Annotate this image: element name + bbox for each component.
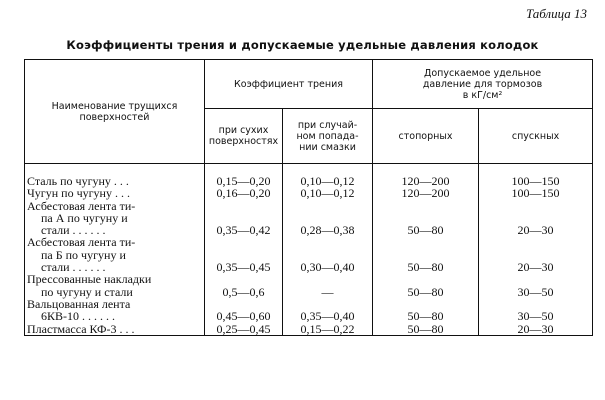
cell-pressure-stop: 50—80 bbox=[373, 273, 479, 298]
cell-friction-dry: 0,35—0,45 bbox=[205, 236, 283, 273]
cell-friction-dry: 0,25—0,45 bbox=[205, 323, 283, 336]
header-pressure bbox=[373, 60, 593, 109]
table-title: Коэффициенты трения и допускаемые удельные давления колодок bbox=[66, 38, 539, 52]
row-name-line: Прессованные накладки bbox=[27, 272, 152, 287]
header-pressure-line: Допускаемое удельное bbox=[423, 67, 542, 79]
table-row bbox=[25, 187, 593, 199]
row-name bbox=[25, 273, 205, 298]
cell-pressure-stop: 120—200 bbox=[373, 164, 479, 188]
row-name-line: 6КВ-10 . . . . . . bbox=[41, 309, 116, 324]
header-pressure-line: давление для тормозов bbox=[422, 78, 543, 90]
cell-pressure-lower: 20—30 bbox=[479, 236, 593, 273]
header-pressure-lower: спускных bbox=[479, 109, 593, 164]
header-friction-lubricated bbox=[283, 109, 373, 164]
row-name bbox=[25, 323, 205, 336]
header-pressure-stop: стопорных bbox=[373, 109, 479, 164]
cell-friction-lubricated: 0,35—0,40 bbox=[283, 298, 373, 323]
cell-friction-lubricated: 0,10—0,12 bbox=[283, 187, 373, 199]
cell-friction-dry: 0,16—0,20 bbox=[205, 187, 283, 199]
header-line: при сухих bbox=[218, 125, 269, 136]
friction-table bbox=[24, 59, 593, 336]
row-name bbox=[25, 200, 205, 237]
row-name-line: Пластмасса КФ-3 . . . bbox=[27, 321, 135, 336]
header-pressure-line: в кГ/см² bbox=[462, 89, 503, 101]
cell-pressure-stop: 50—80 bbox=[373, 236, 479, 273]
table-row bbox=[25, 323, 593, 336]
table-row bbox=[25, 200, 593, 237]
table-row bbox=[25, 273, 593, 298]
cell-friction-dry: 0,35—0,42 bbox=[205, 200, 283, 237]
table-number: Таблица 13 bbox=[525, 6, 587, 21]
table-row bbox=[25, 298, 593, 323]
row-name-line: стали . . . . . . bbox=[41, 260, 106, 275]
cell-friction-dry: 0,15—0,20 bbox=[205, 164, 283, 188]
cell-pressure-lower: 20—30 bbox=[479, 323, 593, 336]
table-row bbox=[25, 164, 593, 188]
row-name-line: Чугун по чугуну . . . bbox=[27, 186, 130, 201]
cell-pressure-lower: 20—30 bbox=[479, 200, 593, 237]
row-name-line: Вальцованная лента bbox=[27, 296, 131, 311]
cell-friction-lubricated: 0,30—0,40 bbox=[283, 236, 373, 273]
header-friction-dry bbox=[205, 109, 283, 164]
cell-pressure-lower: 100—150 bbox=[479, 187, 593, 199]
row-name-line: Асбестовая лента ти- bbox=[27, 198, 136, 213]
row-name-line: Асбестовая лента ти- bbox=[27, 235, 136, 250]
header-line: ном попада- bbox=[296, 130, 359, 142]
cell-pressure-lower: 100—150 bbox=[479, 164, 593, 188]
header-line: поверхностях bbox=[208, 136, 279, 147]
cell-friction-lubricated: 0,15—0,22 bbox=[283, 323, 373, 336]
row-name bbox=[25, 298, 205, 323]
table-body bbox=[25, 164, 593, 336]
cell-friction-lubricated: 0,28—0,38 bbox=[283, 200, 373, 237]
row-name bbox=[25, 236, 205, 273]
cell-friction-lubricated: — bbox=[283, 273, 373, 298]
row-name bbox=[25, 187, 205, 199]
cell-pressure-stop: 50—80 bbox=[373, 200, 479, 237]
cell-friction-lubricated: 0,10—0,12 bbox=[283, 164, 373, 188]
header-line: при случай- bbox=[297, 119, 358, 131]
row-name-line: па Б по чугуну и bbox=[41, 247, 126, 262]
cell-friction-dry: 0,5—0,6 bbox=[205, 273, 283, 298]
table-header bbox=[25, 60, 593, 164]
row-name-line: па А по чугуну и bbox=[41, 210, 128, 225]
row-name bbox=[25, 164, 205, 188]
header-surfaces-line: поверхностей bbox=[79, 111, 150, 123]
cell-pressure-stop: 50—80 bbox=[373, 323, 479, 336]
cell-pressure-stop: 50—80 bbox=[373, 298, 479, 323]
header-surfaces-line: Наименование трущихся bbox=[51, 100, 178, 112]
cell-pressure-lower: 30—50 bbox=[479, 298, 593, 323]
table-row bbox=[25, 236, 593, 273]
row-name-line: по чугуну и стали bbox=[41, 284, 133, 299]
header-friction: Коэффициент трения bbox=[205, 60, 373, 109]
cell-friction-dry: 0,45—0,60 bbox=[205, 298, 283, 323]
cell-pressure-stop: 120—200 bbox=[373, 187, 479, 199]
row-name-line: стали . . . . . . bbox=[41, 223, 106, 238]
header-line: нии смазки bbox=[299, 141, 356, 153]
row-name-line: Сталь по чугуну . . . bbox=[27, 174, 129, 188]
header-surfaces bbox=[25, 60, 205, 164]
cell-pressure-lower: 30—50 bbox=[479, 273, 593, 298]
